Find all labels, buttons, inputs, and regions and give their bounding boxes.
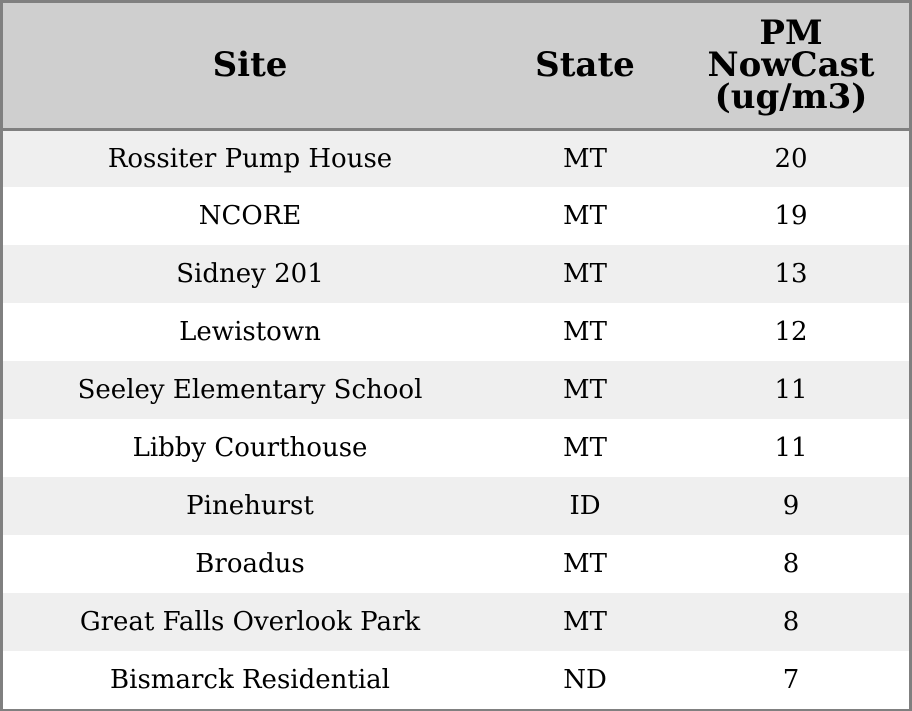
pm-value-cell: 20 [774,143,808,174]
site-cell: Broadus [195,549,305,579]
table-row [3,651,909,709]
table-row [3,129,909,187]
site-cell: Pinehurst [186,491,314,521]
table-row [3,419,909,477]
pm-value-cell: 13 [774,259,808,289]
state-cell: MT [563,201,607,231]
pm-value-cell: 7 [782,665,800,695]
header-pm-line-1: PM [759,13,823,54]
pm-value-cell: 9 [782,491,800,521]
header-row [3,3,909,129]
table-row [3,303,909,361]
table-row [3,187,909,245]
state-cell: MT [563,375,607,405]
table-row [3,245,909,303]
table-header [3,3,909,129]
pm-value-cell: 8 [782,549,800,579]
site-cell: Rossiter Pump House [107,143,393,174]
site-cell: NCORE [198,201,302,231]
header-pm-line-2: NowCast [707,45,875,86]
table-row [3,477,909,535]
pm-value-cell: 19 [774,201,808,231]
state-cell: MT [563,549,607,579]
pm-value-cell: 12 [774,317,808,347]
pm-value-cell: 11 [774,433,808,463]
table-row [3,535,909,593]
site-cell: Lewistown [179,317,321,347]
state-cell: MT [563,607,607,637]
pm-value-cell: 8 [782,607,800,637]
data-table [3,3,909,709]
state-cell: MT [563,317,607,347]
site-cell: Great Falls Overlook Park [79,607,421,637]
header-state: State [497,3,673,129]
site-cell: Libby Courthouse [132,433,368,463]
table-row [3,361,909,419]
header-pm-line-3: (ug/m3) [714,77,868,118]
table-body [3,129,909,709]
state-cell: MT [563,259,607,289]
site-cell: Bismarck Residential [110,665,390,695]
state-cell: MT [563,143,607,174]
site-cell: Sidney 201 [176,259,324,289]
state-cell: ID [569,491,601,521]
site-cell: Seeley Elementary School [77,375,423,405]
header-site: Site [3,3,497,129]
header-pm-nowcast [673,3,909,129]
pm-value-cell: 11 [774,375,808,405]
state-cell: MT [563,433,607,463]
table-row [3,593,909,651]
state-cell: ND [563,665,607,695]
